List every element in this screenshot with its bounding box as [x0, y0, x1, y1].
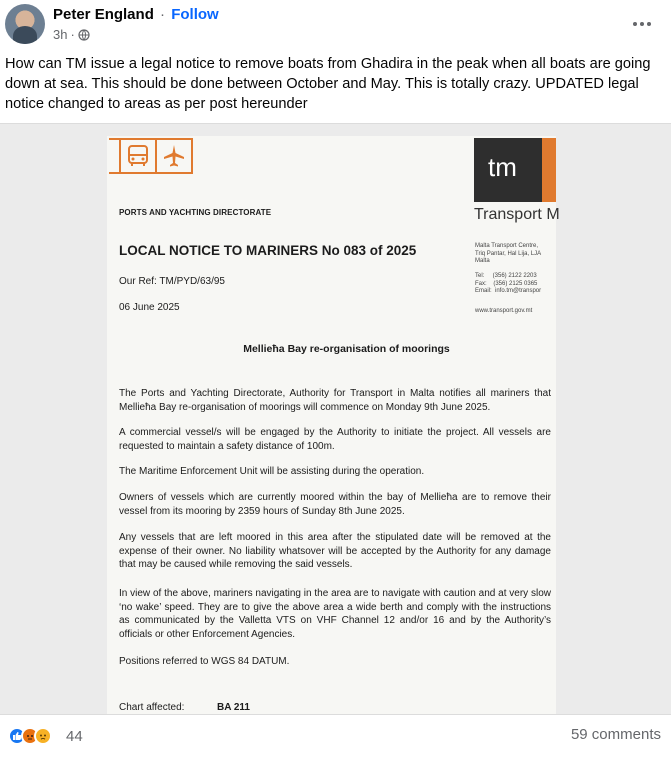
- icon-frame: [109, 138, 121, 174]
- brand-name: Transport M: [474, 206, 560, 223]
- chart-affected-label: Chart affected:: [119, 702, 185, 713]
- address-block: Malta Transport Centre, Triq Pantar, Hal Lija, LJA Malta Tel: (356) 2122 2203 Fax: (356) 2125 0365 Email: info.tm@transpor: [475, 243, 542, 294]
- author-line: [53, 6, 219, 23]
- notice-paragraph: The Maritime Enforcement Unit will be assisting during the operation.: [119, 466, 425, 477]
- chart-affected-value: BA 211: [217, 702, 250, 713]
- separator: ·: [160, 6, 166, 23]
- notice-paragraph: The Ports and Yachting Directorate, Authority for Transport in Malta notifies all mariners that Mellieħa Bay re-organisation of moorings will commence on Monday 9th June 2025.: [119, 388, 551, 413]
- tm-logo-text: tm: [488, 152, 517, 182]
- post-footer: [0, 715, 671, 757]
- post-meta: 3h ·: [53, 27, 90, 42]
- our-ref: Our Ref: TM/PYD/63/95: [119, 276, 225, 287]
- reaction-count[interactable]: 44: [66, 728, 83, 745]
- post-time[interactable]: 3h: [53, 27, 68, 42]
- author-name[interactable]: Peter England: [53, 6, 154, 23]
- more-options-icon[interactable]: [628, 10, 656, 38]
- notice-paragraph: A commercial vessel/s will be engaged by the Authority to initiate the project. All vessels are requested to maintain a safety distance of 100m.: [119, 427, 551, 452]
- comments-link[interactable]: 59 comments: [570, 726, 661, 743]
- notice-paragraph: In view of the above, mariners navigating in the area are to navigate with caution and at very slow ‘no wake’ speed. They are to give the above area a wide berth and comply with the instructions as communicated by the Valletta VTS on VHF Channel 12 and/or 16 and by the Authority’s officials or other Enforcement Agencies.: [119, 588, 551, 640]
- plane-icon: [157, 138, 193, 174]
- notice-paragraph: Any vessels that are left moored in this area after the stipulated date will be removed at the expense of their owner. No liability whatsover will be accepted by the Authority for any damage that may be caused while removing the said vessels.: [119, 532, 551, 570]
- notice-subject: Mellieħa Bay re-organisation of moorings: [243, 343, 450, 355]
- website: www.transport.gov.mt: [475, 308, 533, 314]
- sad-icon: [34, 727, 52, 745]
- avatar[interactable]: [5, 4, 45, 44]
- notice-date: 06 June 2025: [119, 302, 180, 313]
- transport-icons: [109, 138, 193, 174]
- notice-paragraph: Positions referred to WGS 84 DATUM.: [119, 656, 290, 667]
- bus-icon: [121, 138, 157, 174]
- post-header: [0, 0, 671, 52]
- notice-title: LOCAL NOTICE TO MARINERS No 083 of 2025: [119, 243, 417, 258]
- directorate: PORTS AND YACHTING DIRECTORATE: [119, 208, 272, 217]
- reaction-icons[interactable]: [8, 727, 47, 745]
- follow-button[interactable]: Follow: [171, 6, 219, 23]
- post-image[interactable]: [0, 123, 671, 715]
- globe-icon: [78, 29, 90, 41]
- post-text: How can TM issue a legal notice to remove boats from Ghadira in the peak when all boats are going down at sea. This should be done between October and May. This is totally crazy. UPDATED legal notice changed to areas as per post hereunder: [5, 56, 651, 112]
- notice-document: [107, 136, 560, 715]
- notice-paragraph: Owners of vessels which are currently moored within the bay of Mellieħa are to remove their vessel from its mooring by 2359 hours of Sunday 8th June 2025.: [119, 492, 551, 517]
- tm-logo: [474, 138, 556, 202]
